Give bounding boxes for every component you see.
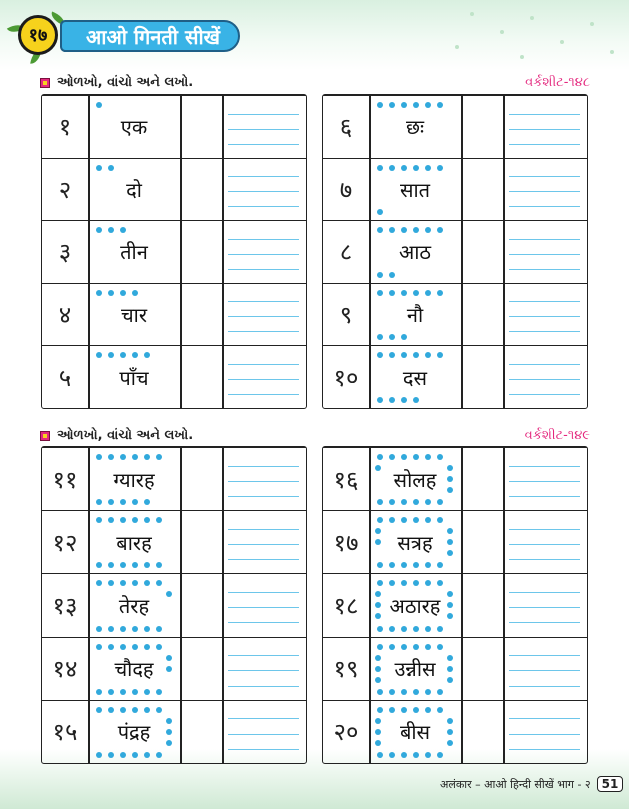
number-word: बीस — [399, 720, 431, 745]
counting-dot — [447, 729, 453, 735]
counting-dot — [377, 626, 383, 632]
counting-dot — [389, 290, 395, 296]
counting-dot — [166, 655, 172, 661]
counting-dot — [108, 454, 114, 460]
counting-dot — [425, 644, 431, 650]
writing-guide-line — [509, 316, 580, 317]
counting-dot — [108, 707, 114, 713]
number-word: तेरह — [118, 593, 150, 618]
number-word: दो — [126, 177, 142, 202]
number-grid-2-left — [41, 446, 307, 764]
grid-row — [323, 573, 587, 636]
counting-dot — [401, 165, 407, 171]
counting-dot — [108, 626, 114, 632]
counting-dot — [389, 626, 395, 632]
counting-dot — [120, 689, 126, 695]
sparkle-decoration — [560, 40, 564, 44]
grid-row — [42, 283, 306, 346]
sparkle-decoration — [470, 12, 474, 16]
numeral: २० — [333, 718, 359, 747]
numeral: ६ — [339, 113, 353, 142]
section-heading-1 — [40, 75, 193, 90]
counting-dot — [132, 454, 138, 460]
counting-dot — [108, 165, 114, 171]
numeral: १६ — [333, 465, 359, 494]
page-title-text: आओ गिनती सीखें — [86, 24, 221, 49]
counting-dot — [437, 626, 443, 632]
writing-guide-line — [509, 529, 580, 530]
counting-dot — [425, 752, 431, 758]
writing-guide-line — [228, 254, 299, 255]
counting-dot — [156, 689, 162, 695]
writing-guide-line — [228, 316, 299, 317]
writing-guide-line — [509, 254, 580, 255]
numeral: १५ — [52, 718, 78, 747]
numeral: १२ — [52, 528, 78, 557]
counting-dot — [401, 752, 407, 758]
page-title — [60, 20, 240, 52]
counting-dot — [401, 626, 407, 632]
writing-guide-line — [509, 670, 580, 671]
counting-dot — [166, 740, 172, 746]
counting-dot — [413, 707, 419, 713]
counting-dot — [437, 454, 443, 460]
grid-row — [42, 95, 306, 158]
counting-dot — [156, 644, 162, 650]
numeral: १ — [58, 113, 72, 142]
counting-dot — [375, 729, 381, 735]
grid-row — [323, 447, 587, 510]
counting-dot — [389, 707, 395, 713]
counting-dot — [96, 707, 102, 713]
counting-dot — [375, 655, 381, 661]
writing-guide-line — [509, 496, 580, 497]
writing-guide-line — [509, 129, 580, 130]
grid-row — [323, 510, 587, 573]
section-bullet-icon — [40, 431, 50, 441]
number-grid-2-right — [322, 446, 588, 764]
counting-dot — [389, 752, 395, 758]
writing-guide-line — [228, 364, 299, 365]
number-word: पंद्रह — [117, 720, 151, 745]
writing-guide-line — [228, 718, 299, 719]
number-grid-1-right — [322, 94, 588, 409]
counting-dot — [389, 165, 395, 171]
writing-guide-line — [228, 607, 299, 608]
counting-dot — [132, 689, 138, 695]
writing-guide-line — [228, 749, 299, 750]
writing-guide-line — [509, 239, 580, 240]
number-word: सत्रह — [397, 530, 433, 555]
sparkle-decoration — [530, 16, 534, 20]
writing-guide-line — [509, 686, 580, 687]
writing-guide-line — [228, 481, 299, 482]
writing-guide-line — [509, 394, 580, 395]
counting-dot — [447, 487, 453, 493]
counting-dot — [447, 476, 453, 482]
writing-guide-line — [228, 144, 299, 145]
numeral: ७ — [339, 175, 353, 204]
counting-dot — [437, 752, 443, 758]
counting-dot — [437, 290, 443, 296]
numeral: १३ — [52, 591, 78, 620]
writing-guide-line — [509, 176, 580, 177]
writing-guide-line — [509, 749, 580, 750]
writing-guide-line — [509, 379, 580, 380]
counting-dot — [447, 666, 453, 672]
counting-dot — [166, 666, 172, 672]
counting-dot — [377, 397, 383, 403]
writing-guide-line — [228, 331, 299, 332]
writing-guide-line — [509, 114, 580, 115]
grid-row — [323, 283, 587, 346]
writing-guide-line — [228, 239, 299, 240]
counting-dot — [401, 707, 407, 713]
writing-guide-line — [228, 544, 299, 545]
counting-dot — [156, 454, 162, 460]
writing-guide-line — [228, 592, 299, 593]
counting-dot — [166, 718, 172, 724]
counting-dot — [413, 626, 419, 632]
number-word: नौ — [406, 303, 424, 328]
number-grid-1-left — [41, 94, 307, 409]
counting-dot — [413, 165, 419, 171]
number-word: ग्यारह — [113, 467, 155, 492]
number-word: दस — [402, 365, 428, 390]
counting-dot — [401, 102, 407, 108]
counting-dot — [401, 644, 407, 650]
grid-row — [42, 220, 306, 283]
numeral: २ — [58, 175, 72, 204]
numeral: ९ — [339, 301, 353, 330]
counting-dot — [389, 454, 395, 460]
writing-guide-line — [509, 544, 580, 545]
sparkle-decoration — [500, 30, 504, 34]
number-word: अठारह — [389, 593, 441, 618]
number-word: चार — [120, 303, 148, 328]
counting-dot — [447, 655, 453, 661]
grid-row — [323, 95, 587, 158]
writing-guide-line — [509, 734, 580, 735]
counting-dot — [132, 707, 138, 713]
grid-row — [42, 637, 306, 700]
counting-dot — [425, 290, 431, 296]
number-word: बारह — [116, 530, 152, 555]
counting-dot — [144, 454, 150, 460]
counting-dot — [413, 102, 419, 108]
sparkle-decoration — [610, 50, 614, 54]
grid-row — [42, 510, 306, 573]
writing-guide-line — [509, 206, 580, 207]
writing-guide-line — [228, 129, 299, 130]
counting-dot — [425, 165, 431, 171]
writing-guide-line — [509, 301, 580, 302]
counting-dot — [377, 272, 383, 278]
number-word: छः — [405, 115, 425, 140]
writing-guide-line — [228, 206, 299, 207]
number-word: एक — [120, 115, 148, 140]
writing-guide-line — [509, 481, 580, 482]
grid-row — [323, 637, 587, 700]
numeral: १९ — [333, 655, 359, 684]
counting-dot — [144, 644, 150, 650]
counting-dot — [144, 689, 150, 695]
counting-dot — [377, 644, 383, 650]
numeral: १७ — [333, 528, 359, 557]
numeral: १८ — [333, 591, 359, 620]
section-bullet-icon — [40, 78, 50, 88]
counting-dot — [437, 707, 443, 713]
writing-guide-line — [228, 394, 299, 395]
grid-row — [42, 158, 306, 221]
worksheet-label-2: વર્કશીટ-૧૪૯ — [524, 428, 590, 443]
counting-dot — [132, 626, 138, 632]
counting-dot — [375, 718, 381, 724]
counting-dot — [437, 689, 443, 695]
counting-dot — [413, 290, 419, 296]
writing-guide-line — [509, 364, 580, 365]
counting-dot — [425, 689, 431, 695]
counting-dot — [156, 626, 162, 632]
sparkle-decoration — [590, 22, 594, 26]
section-heading-text: ઓળખો, વાંચો અને લખો. — [57, 428, 194, 443]
counting-dot — [413, 689, 419, 695]
writing-guide-line — [509, 592, 580, 593]
counting-dot — [166, 729, 172, 735]
number-word: सोलह — [393, 467, 437, 492]
lesson-number-badge: १७ — [18, 15, 58, 55]
counting-dot — [156, 707, 162, 713]
writing-guide-line — [509, 191, 580, 192]
counting-dot — [389, 272, 395, 278]
writing-guide-line — [509, 718, 580, 719]
counting-dot — [377, 689, 383, 695]
counting-dot — [401, 290, 407, 296]
writing-guide-line — [509, 622, 580, 623]
section-heading-text: ઓળખો, વાંચો અને લખો. — [57, 75, 194, 90]
counting-dot — [447, 718, 453, 724]
numeral: ३ — [58, 238, 72, 267]
numeral: ४ — [58, 301, 72, 330]
counting-dot — [425, 454, 431, 460]
worksheet-label-1: વર્કશીટ-૧૪૮ — [525, 75, 590, 90]
counting-dot — [413, 644, 419, 650]
counting-dot — [437, 165, 443, 171]
counting-dot — [377, 454, 383, 460]
writing-guide-line — [228, 670, 299, 671]
counting-dot — [144, 626, 150, 632]
counting-dot — [401, 454, 407, 460]
writing-guide-line — [228, 466, 299, 467]
numeral: ५ — [58, 363, 72, 392]
counting-dot — [120, 707, 126, 713]
counting-dot — [120, 626, 126, 632]
writing-guide-line — [228, 622, 299, 623]
counting-dot — [425, 707, 431, 713]
writing-guide-line — [228, 191, 299, 192]
counting-dot — [120, 290, 126, 296]
sparkle-decoration — [520, 55, 524, 59]
grid-row — [42, 573, 306, 636]
grid-row — [323, 158, 587, 221]
counting-dot — [377, 102, 383, 108]
counting-dot — [377, 752, 383, 758]
counting-dot — [401, 397, 407, 403]
counting-dot — [377, 707, 383, 713]
counting-dot — [108, 644, 114, 650]
counting-dot — [401, 689, 407, 695]
writing-guide-line — [228, 269, 299, 270]
grid-row — [323, 700, 587, 763]
number-word: उन्नीस — [394, 657, 436, 682]
counting-dot — [96, 290, 102, 296]
writing-guide-line — [228, 734, 299, 735]
writing-guide-line — [509, 466, 580, 467]
counting-dot — [120, 752, 126, 758]
counting-dot — [96, 626, 102, 632]
number-word: सात — [399, 177, 431, 202]
counting-dot — [413, 752, 419, 758]
grid-row — [42, 700, 306, 763]
counting-dot — [96, 689, 102, 695]
writing-guide-line — [509, 559, 580, 560]
numeral: १४ — [52, 655, 78, 684]
counting-dot — [120, 644, 126, 650]
counting-dot — [389, 689, 395, 695]
writing-guide-line — [228, 529, 299, 530]
numeral: ११ — [52, 465, 78, 494]
writing-guide-line — [509, 144, 580, 145]
page-footer — [440, 776, 623, 792]
writing-guide-line — [228, 686, 299, 687]
counting-dot — [437, 102, 443, 108]
number-word: तीन — [120, 240, 148, 265]
section-heading-2 — [40, 428, 193, 443]
writing-guide-line — [228, 301, 299, 302]
counting-dot — [425, 102, 431, 108]
counting-dot — [375, 666, 381, 672]
counting-dot — [413, 397, 419, 403]
counting-dot — [389, 644, 395, 650]
counting-dot — [132, 644, 138, 650]
counting-dot — [377, 290, 383, 296]
page-number: 51 — [597, 776, 624, 792]
writing-guide-line — [228, 114, 299, 115]
counting-dot — [108, 290, 114, 296]
counting-dot — [132, 752, 138, 758]
counting-dot — [144, 707, 150, 713]
writing-guide-line — [509, 607, 580, 608]
sparkle-decoration — [455, 45, 459, 49]
counting-dot — [108, 689, 114, 695]
counting-dot — [437, 644, 443, 650]
counting-dot — [96, 752, 102, 758]
counting-dot — [377, 165, 383, 171]
writing-guide-line — [509, 269, 580, 270]
writing-guide-line — [228, 379, 299, 380]
writing-guide-line — [228, 559, 299, 560]
counting-dot — [96, 454, 102, 460]
writing-guide-line — [509, 331, 580, 332]
numeral: १० — [333, 363, 359, 392]
counting-dot — [375, 740, 381, 746]
footer-text: अलंकार – आओ हिन्दी सीखें भाग - २ — [440, 777, 591, 791]
counting-dot — [108, 752, 114, 758]
number-word: चौदह — [114, 657, 154, 682]
counting-dot — [413, 454, 419, 460]
grid-row — [42, 447, 306, 510]
number-word: आठ — [398, 240, 432, 265]
counting-dot — [447, 740, 453, 746]
counting-dot — [120, 454, 126, 460]
grid-row — [42, 345, 306, 408]
grid-row — [323, 220, 587, 283]
counting-dot — [425, 626, 431, 632]
counting-dot — [375, 465, 381, 471]
counting-dot — [96, 165, 102, 171]
counting-dot — [389, 397, 395, 403]
counting-dot — [132, 290, 138, 296]
counting-dot — [96, 102, 102, 108]
writing-guide-line — [228, 496, 299, 497]
counting-dot — [447, 677, 453, 683]
counting-dot — [447, 465, 453, 471]
writing-guide-line — [509, 655, 580, 656]
counting-dot — [375, 677, 381, 683]
numeral: ८ — [339, 238, 353, 267]
counting-dot — [96, 644, 102, 650]
counting-dot — [156, 752, 162, 758]
writing-guide-line — [228, 176, 299, 177]
counting-dot — [389, 102, 395, 108]
writing-guide-line — [228, 655, 299, 656]
counting-dot — [144, 752, 150, 758]
grid-row — [323, 345, 587, 408]
number-word: पाँच — [119, 365, 149, 390]
